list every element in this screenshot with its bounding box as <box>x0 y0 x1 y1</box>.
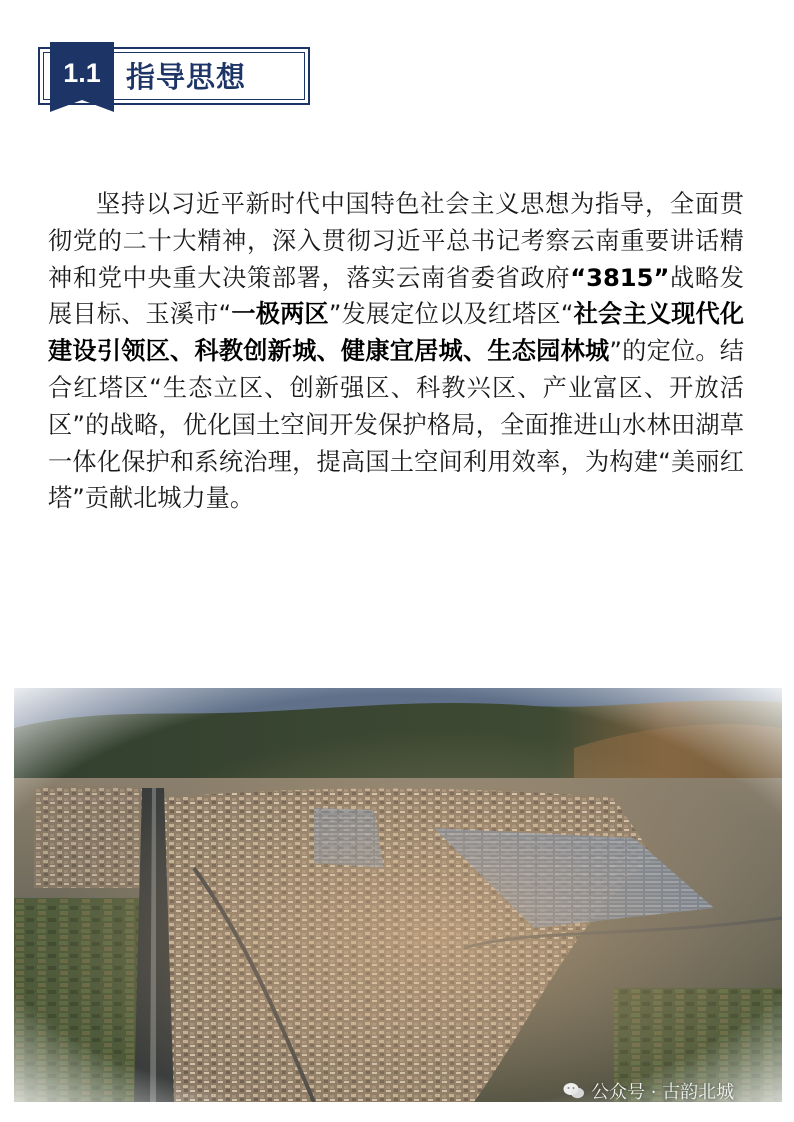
paragraph-text-3: ”发展定位以及红塔区“ <box>328 300 574 329</box>
aerial-city-photo <box>14 688 782 1102</box>
paragraph-text-4: ”的定位。结合红塔区“生态立区、创新强区、科教兴区、产业富区、开放活区”的战略，优化国土空间开发保护格局，全面推进山水林田湖草一体化保护和系统治理，提高国土空间利用效率，为构建“美丽红塔”贡献北城力量。 <box>48 337 744 513</box>
paragraph-bold-3815: “3815” <box>570 263 670 292</box>
watermark <box>563 1078 734 1104</box>
paragraph-bold-positioning: 社会主义现代化建设引领区、科教创新城、健康宜居城、生态园林城 <box>48 300 745 366</box>
section-title: 指导思想 <box>126 60 247 94</box>
paragraph-bold-yiji-liangqu: 一极两区 <box>231 300 329 329</box>
section-number: 1.1 <box>63 58 101 88</box>
wechat-icon <box>563 1082 585 1100</box>
paragraph-text-1: 坚持以习近平新时代中国特色社会主义思想为指导，全面贯彻党的二十大精神，深入贯彻习近平总书记考察云南重要讲话精神和党中央重大决策部署，落实云南省委省政府 <box>48 190 744 292</box>
paragraph-text-2: 战略发展目标、玉溪市“ <box>48 263 744 329</box>
guiding-principle-paragraph <box>48 186 744 517</box>
watermark-text: 公众号 · 古韵北城 <box>591 1082 735 1103</box>
